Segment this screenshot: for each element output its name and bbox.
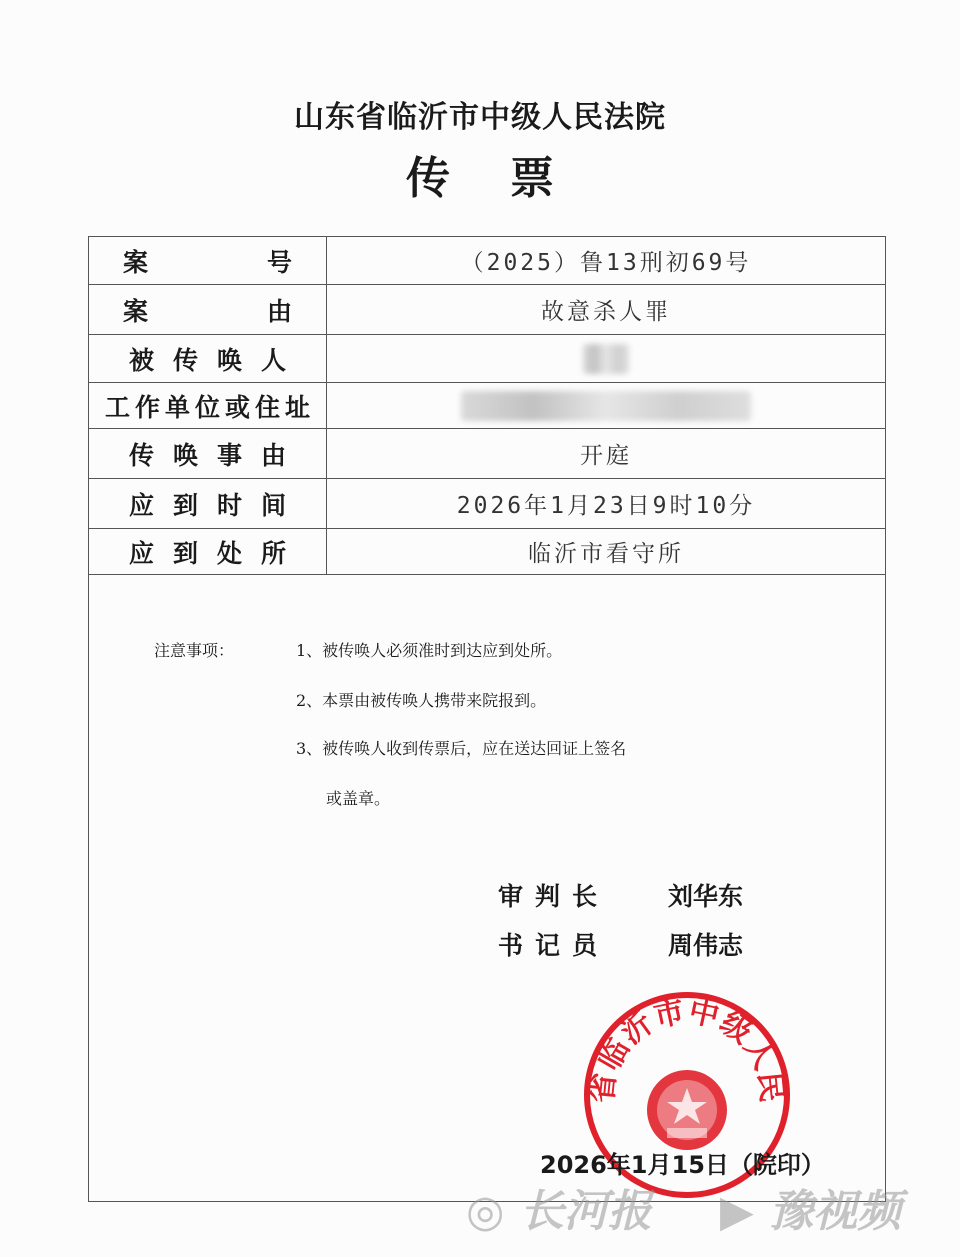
- clerk-name: 周伟志: [668, 931, 744, 960]
- redacted-address: [461, 391, 751, 421]
- seal-text: 省临沂市中级人民: [584, 993, 790, 1105]
- table-row: [89, 285, 886, 335]
- row-label: 传唤事由: [129, 440, 286, 470]
- summons-info-table: [88, 236, 886, 575]
- appearance-place: 临沂市看守所: [327, 529, 886, 575]
- presiding-judge-title: 审判长: [498, 882, 610, 911]
- presiding-judge-name: 刘华东: [668, 882, 744, 911]
- table-row: [89, 383, 886, 429]
- table-row: [89, 429, 886, 479]
- row-label: 应到时间: [129, 490, 286, 520]
- court-name: 山东省临沂市中级人民法院: [294, 100, 666, 135]
- note-item: 1、被传唤人必须准时到达应到处所。: [296, 641, 563, 660]
- table-row: [89, 479, 886, 529]
- cause-of-action: 故意杀人罪: [327, 285, 886, 335]
- national-emblem-icon: [647, 1070, 727, 1150]
- row-label: 被传唤人: [129, 345, 286, 375]
- note-item: 2、本票由被传唤人携带来院报到。: [296, 691, 547, 710]
- row-label: 应到处所: [129, 538, 286, 568]
- row-label: 案由: [123, 296, 292, 326]
- row-label: 案号: [123, 247, 292, 277]
- appearance-time: 2026年1月23日9时10分: [327, 479, 886, 529]
- note-item: 或盖章。: [326, 789, 391, 808]
- watermark-left-text: 长河报: [519, 1186, 652, 1237]
- address: [327, 383, 886, 429]
- summons-reason: 开庭: [327, 429, 886, 479]
- note-item: 3、被传唤人收到传票后，应在送达回证上签名: [296, 739, 627, 758]
- notes-heading: 注意事项：: [154, 641, 235, 660]
- redacted-name: [583, 344, 629, 374]
- row-label: 工作单位或住址: [105, 392, 310, 422]
- document-title: 传票: [406, 153, 614, 204]
- clerk-title: 书记员: [498, 931, 610, 960]
- newspaper-logo-icon: ◎: [466, 1186, 505, 1237]
- table-row: [89, 237, 886, 285]
- summoned-person: [327, 335, 886, 383]
- watermark-right-text: 豫视频: [769, 1186, 902, 1237]
- watermark-right: [720, 1175, 901, 1239]
- play-logo-icon: ▶: [720, 1186, 754, 1237]
- table-row: [89, 335, 886, 383]
- table-row: [89, 529, 886, 575]
- issue-date: 2026年1月15日（院印）: [540, 1151, 825, 1179]
- case-number: （2025）鲁13刑初69号: [327, 237, 886, 285]
- watermark-left: [466, 1175, 652, 1239]
